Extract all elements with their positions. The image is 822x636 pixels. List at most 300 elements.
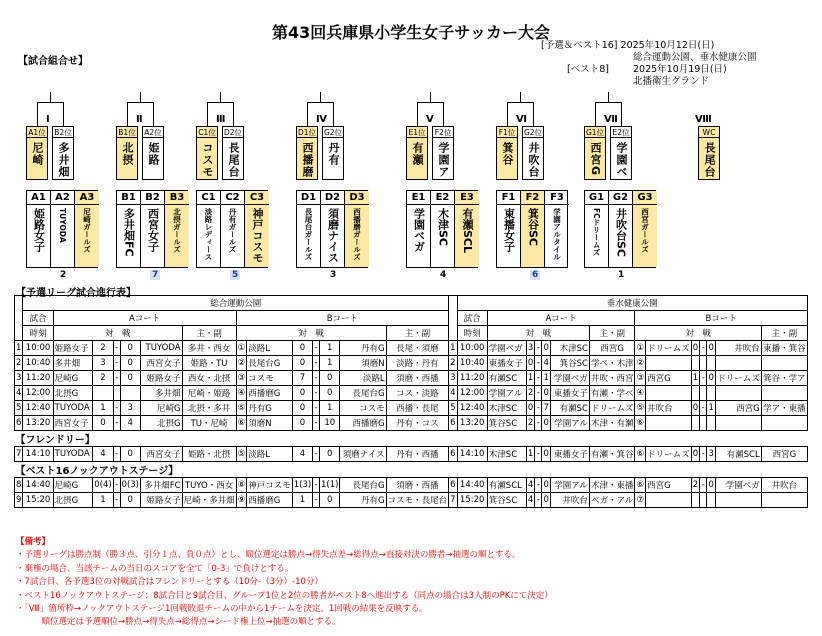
match-cell: 15:20 (457, 493, 487, 508)
group-team-cell (117, 191, 141, 267)
match-cell: 有瀬SCL (487, 478, 526, 493)
match-cell: - (535, 401, 542, 416)
match-cell: 0 (691, 447, 700, 462)
group-team-label: A3 (75, 191, 99, 205)
match-cell: 西宮G (646, 371, 692, 386)
group-team-label: A1 (27, 191, 50, 205)
ref-header: 主・副 (182, 326, 236, 341)
match-cell: 学園アル (551, 416, 590, 431)
match-cell: 0 (320, 493, 340, 508)
match-cell: 0 (292, 356, 312, 371)
group-team-cell (197, 191, 221, 267)
group-team-cell (545, 191, 569, 267)
group-team-cell (455, 191, 479, 267)
group-team-cell (221, 191, 245, 267)
match-cell: 1 (320, 401, 340, 416)
bracket-line (37, 102, 38, 126)
match-cell: 東播女子 (487, 356, 526, 371)
match-cell: 西宮G (716, 401, 762, 416)
match-cell: 学園アル (487, 386, 526, 401)
time-header: 時刻 (23, 326, 53, 341)
match-cell: 長尾・須磨 (386, 341, 449, 356)
group-team-label: D2 (321, 191, 344, 205)
bracket-slot-label: G2位 (323, 128, 343, 137)
bracket-slot-label: G1位 (585, 128, 605, 137)
group-box (496, 190, 568, 268)
bracket-roman-2: Ⅱ (136, 114, 143, 125)
match-cell: - (313, 416, 320, 431)
match-cell: 井吹台 (646, 401, 692, 416)
match-cell: 有瀬SC (551, 401, 590, 416)
group-team-name: 淡路レディース (204, 208, 213, 261)
group-seed-number: 2 (60, 270, 67, 280)
match-cell: 1 (292, 493, 312, 508)
match-cell: 学園アル (551, 478, 590, 493)
match-cell: - (535, 478, 542, 493)
match-cell: 0(3) (120, 478, 140, 493)
match-cell: ② (236, 356, 247, 371)
match-cell: 14:10 (23, 447, 53, 462)
match-cell: 箕谷SC (551, 356, 590, 371)
match-cell: 姫路女子 (140, 493, 182, 508)
match-cell: 1 (93, 401, 113, 416)
bracket-roman-3: Ⅲ (216, 114, 226, 125)
match-cell: 0 (292, 401, 312, 416)
group-team-name: 北摂ガールズ (172, 208, 182, 253)
group-team-label: E2 (431, 191, 454, 205)
match-cell: 木津SC (551, 341, 590, 356)
match-cell: 丹有G (340, 493, 386, 508)
match-cell: 北摂G (53, 386, 93, 401)
match-cell: ⑨ (236, 493, 247, 508)
match-cell: - (535, 356, 542, 371)
bracket-slot (116, 126, 138, 180)
bracket-line (153, 102, 154, 126)
bracket-team-name: 北摂 (121, 142, 134, 166)
match-cell: 0 (542, 341, 551, 356)
bracket-slot-label: C1位 (198, 128, 216, 137)
bracket-line (320, 92, 321, 102)
round1-date: 2025年10月12日(日) (620, 40, 715, 51)
match-cell: 0 (542, 493, 551, 508)
match-cell (761, 416, 807, 431)
match-cell: 西播磨G (340, 416, 386, 431)
bracket-team-name: 尼崎 (31, 142, 44, 166)
match-cell: 東播・箕谷 (761, 341, 807, 356)
match-cell: TUYODA (140, 341, 182, 356)
match-cell: 2 (691, 478, 700, 493)
match-cell: 0 (526, 356, 535, 371)
league-match-row (15, 341, 808, 356)
friendly-match-row (15, 447, 808, 462)
bracket-roman-5: Ⅴ (426, 114, 434, 125)
match-cell (691, 386, 700, 401)
group-team-label: E3 (455, 191, 479, 205)
match-cell: コスモ (247, 371, 293, 386)
group-team-label: G3 (633, 191, 657, 205)
notes-title: 【備考】 (16, 537, 51, 547)
match-header: 試合 (23, 311, 53, 326)
group-team-cell (497, 191, 521, 267)
group-team-label: B3 (165, 191, 189, 205)
match-cell (113, 386, 120, 401)
match-cell: - (700, 371, 707, 386)
bracket-team-name: 丹有 (327, 142, 340, 166)
group-team-name: 有瀬SCL (461, 208, 474, 254)
ref-header: 主・副 (761, 326, 807, 341)
match-cell: - (535, 493, 542, 508)
match-cell: - (313, 371, 320, 386)
match-cell: 5 (15, 401, 23, 416)
match-cell: ① (236, 341, 247, 356)
match-cell: 西宮女子 (140, 356, 182, 371)
match-cell: 11:20 (457, 371, 487, 386)
bracket-line (333, 102, 334, 126)
match-cell: 0 (320, 447, 340, 462)
group-team-name: 丹有ガールズ (228, 208, 237, 253)
match-cell: 多井畑 (140, 386, 182, 401)
match-cell: 3 (120, 401, 140, 416)
table-cell (15, 296, 23, 341)
section-title-cell: 【ベスト16ノックアウトステージ】 (15, 462, 808, 478)
match-cell: - (113, 341, 120, 356)
match-cell (646, 416, 692, 431)
match-cell: 12:40 (23, 401, 53, 416)
bracket-team-name: 多井畑 (57, 142, 70, 178)
match-cell: 須磨N (340, 356, 386, 371)
match-cell: 7 (292, 371, 312, 386)
group-team-cell (321, 191, 345, 267)
match-cell (691, 416, 700, 431)
bracket-line (430, 92, 431, 102)
match-cell (761, 386, 807, 401)
match-cell: 0 (707, 371, 716, 386)
match-cell: ③ (635, 371, 646, 386)
match-cell: 長尾台G (340, 478, 386, 493)
bracket-team-name: 長尾台 (227, 142, 240, 178)
match-cell (716, 416, 762, 431)
match-cell (716, 356, 762, 371)
group-team-label: B2 (141, 191, 164, 205)
match-cell: 4 (15, 386, 23, 401)
group-team-name: 井吹台SC (614, 208, 628, 257)
match-cell: 6 (449, 447, 457, 462)
bracket-line (417, 102, 444, 103)
notes-block (16, 536, 553, 630)
bracket-line (207, 102, 208, 126)
match-cell: 箕谷・学ア (761, 371, 807, 386)
schedule-info (541, 40, 757, 88)
match-cell: TUYO・西女 (182, 478, 236, 493)
match-cell: ① (635, 341, 646, 356)
match-cell: 2 (93, 341, 113, 356)
match-cell: 3 (449, 371, 457, 386)
group-team-cell (609, 191, 633, 267)
match-cell (700, 356, 707, 371)
match-cell: ⑤ (635, 401, 646, 416)
match-cell: - (113, 371, 120, 386)
bracket-line (307, 102, 308, 126)
match-cell: 7 (542, 401, 551, 416)
group-team-cell (245, 191, 269, 267)
match-cell (646, 493, 692, 508)
match-cell: 西播磨G (247, 493, 293, 508)
bracket-line (595, 102, 622, 103)
bracket-line (608, 92, 609, 102)
match-cell: 西宮G (761, 447, 807, 462)
match-cell: 多井畑FC (140, 478, 182, 493)
group-team-cell (51, 191, 75, 267)
match-cell: ドリームズ (589, 401, 635, 416)
match-cell: コス・淡路 (386, 386, 449, 401)
league-schedule-table (14, 295, 808, 508)
bracket-section-label: 【試合組合せ】 (18, 56, 88, 67)
match-cell: 11:20 (23, 371, 53, 386)
group-team-label: G2 (609, 191, 632, 205)
wildcard-slot (698, 126, 720, 180)
match-cell: 1 (526, 371, 535, 386)
bracket-line (621, 102, 622, 126)
bracket-roman-1: Ⅰ (46, 114, 50, 125)
match-cell: - (535, 447, 542, 462)
bracket-team-name: 学園ベ (615, 142, 628, 178)
match-cell: 姫路・北摂 (182, 447, 236, 462)
match-cell: 井吹・西宮 (589, 371, 635, 386)
venue-header: 垂水健康公園 (457, 296, 807, 311)
match-cell: 3 (15, 371, 23, 386)
group-team-cell (141, 191, 165, 267)
match-cell: ⑧ (236, 478, 247, 493)
group-box (26, 190, 98, 268)
match-cell: 井吹台 (551, 493, 590, 508)
match-cell: 長尾台G (340, 386, 386, 401)
match-cell: 0 (542, 447, 551, 462)
bracket-line (520, 92, 521, 102)
bracket-team-name: コスモ (201, 142, 214, 178)
group-team-cell (633, 191, 657, 267)
match-cell: 2 (526, 416, 535, 431)
match-cell: 1 (449, 341, 457, 356)
match-cell: 15:20 (23, 493, 53, 508)
vs-header: 対 戦 (635, 326, 761, 341)
group-team-name: 長尾台ガールズ (304, 208, 313, 261)
group-team-name: 神戸コスモ (251, 208, 264, 263)
round1-label: [予選＆ベスト16] (541, 40, 618, 51)
match-cell: - (313, 493, 320, 508)
group-team-label: D3 (345, 191, 369, 205)
group-team-label: C3 (245, 191, 269, 205)
bracket-slot-label: E1位 (408, 128, 426, 137)
match-cell: 木津SC (487, 401, 526, 416)
match-cell: - (700, 341, 707, 356)
match-cell: ② (635, 356, 646, 371)
match-cell: 4 (292, 447, 312, 462)
bracket-line (507, 102, 534, 103)
group-team-name: 東播女子 (502, 208, 516, 252)
bracket-line (220, 92, 221, 102)
match-cell: 北摂・多井 (182, 401, 236, 416)
bracket-roman-7: Ⅶ (604, 114, 618, 125)
match-cell: ドリームズ (646, 341, 692, 356)
match-cell: 学園ベガ (716, 478, 762, 493)
match-cell: 2 (526, 386, 535, 401)
match-cell: 6 (449, 478, 457, 493)
match-cell (707, 416, 716, 431)
match-cell: 1 (526, 447, 535, 462)
match-cell: - (313, 478, 320, 493)
match-cell: 13:20 (457, 416, 487, 431)
group-box (296, 190, 368, 268)
note-line: ・ベスト16ノックアウトステージ：8試合目と9試合目、グループ1位と2位の勝者がベスト8へ進出する（同点の場合は3人制のPKにて決定） (16, 590, 553, 601)
match-cell: 0 (542, 478, 551, 493)
match-cell: - (113, 493, 120, 508)
match-cell: 西播磨G (247, 386, 293, 401)
match-cell: 尼崎・姫路 (182, 386, 236, 401)
group-team-name: 木津SC (436, 208, 450, 246)
table-header-row (15, 326, 808, 341)
group-team-label: F2 (521, 191, 544, 205)
wildcard-team-name: 長尾台 (703, 142, 716, 178)
match-cell: 1 (320, 341, 340, 356)
match-cell: 1 (542, 371, 551, 386)
match-cell: 3 (707, 447, 716, 462)
match-cell: 西宮女子 (53, 416, 93, 431)
group-box (196, 190, 268, 268)
group-team-name: 尼崎ガールズ (82, 208, 92, 253)
match-cell: 10:40 (23, 356, 53, 371)
match-cell: 0 (542, 416, 551, 431)
match-cell: 丹有・コス (386, 416, 449, 431)
match-cell: ⑦ (635, 493, 646, 508)
group-team-cell (345, 191, 369, 267)
bracket-slot (406, 126, 428, 180)
match-cell: 4 (526, 493, 535, 508)
match-cell: 淡路L (247, 341, 293, 356)
group-team-label: D1 (297, 191, 320, 205)
note-line: ・棄権の場合、当該チームの当日のスコアを全て「0-3」で負けとする。 (16, 563, 294, 574)
match-cell: 有瀬・箕谷 (589, 447, 635, 462)
bracket-slot (142, 126, 164, 180)
match-cell: 0 (292, 386, 312, 401)
bracket-slot-label: D2位 (223, 128, 243, 137)
match-cell: 北摂G (140, 416, 182, 431)
match-cell: - (700, 401, 707, 416)
ref-header: 主・副 (386, 326, 449, 341)
match-cell: 13:20 (23, 416, 53, 431)
note-line: ・7試合目、各予選3位の対戦試合はフレンドリーとする（10分-（3分）-10分） (16, 577, 323, 588)
group-seed-number: 3 (330, 270, 337, 280)
match-cell: - (113, 356, 120, 371)
bracket-slot (52, 126, 74, 180)
match-cell: 7 (15, 447, 23, 462)
bracket-slot (432, 126, 454, 180)
venue-header: 総合運動公園 (23, 296, 449, 311)
group-team-label: E1 (407, 191, 430, 205)
bracket-slot (322, 126, 344, 180)
bracket-line (127, 102, 128, 126)
bracket-team-name: 井吹台 (527, 142, 540, 178)
round2-date: 2025年10月19日(日) (633, 64, 727, 75)
bracket-team-name: 有瀬 (411, 142, 424, 166)
note-line: ・予選リーグは勝点制（勝３点、引分１点、負０点）とし、順位選定は勝点→得失点差→総得点→直接対決の勝者→抽選の順とする。 (16, 550, 521, 561)
league-match-row (15, 371, 808, 386)
match-cell (93, 386, 113, 401)
bracket-line (533, 102, 534, 126)
bracket-slot (196, 126, 218, 180)
match-cell: 2 (93, 371, 113, 386)
match-cell: 尼崎G (140, 401, 182, 416)
round2-venue: 北播衛生グランド (633, 76, 710, 87)
match-cell: ④ (635, 386, 646, 401)
bracket-slot-label: A1位 (28, 128, 46, 137)
group-team-label: B1 (117, 191, 140, 205)
match-cell: 14:40 (23, 478, 53, 493)
match-cell: - (700, 478, 707, 493)
match-cell: コスモ・長尾台 (386, 493, 449, 508)
match-cell: 1(1) (320, 478, 340, 493)
note-line: ・「Ⅷ」箇所枠→ノックアウトステージ1回戦敗退チームの中から1チームを決定。1回戦の結果を反映する。 (16, 604, 428, 615)
match-cell: 10:00 (457, 341, 487, 356)
match-cell: 学園ベガ (487, 341, 526, 356)
match-cell: 井吹台 (761, 478, 807, 493)
bracket-slot (584, 126, 606, 180)
match-cell: 西宮女子 (140, 447, 182, 462)
match-cell: 1 (93, 493, 113, 508)
match-cell: ⑥ (236, 416, 247, 431)
match-cell: 0 (93, 416, 113, 431)
match-cell: 西女・北摂 (182, 371, 236, 386)
section-row (15, 431, 808, 447)
group-team-name: TUYODA (58, 208, 67, 243)
group-seed-number: 5 (232, 270, 239, 280)
match-cell: 2 (15, 356, 23, 371)
match-cell: 有瀬・学ベ (589, 386, 635, 401)
match-cell: 1(3) (292, 478, 312, 493)
bracket-roman-6: Ⅵ (516, 114, 527, 125)
match-cell: 14:10 (457, 447, 487, 462)
group-team-name: 須磨ナイス (326, 208, 340, 263)
section-row (15, 462, 808, 478)
match-cell: 0 (691, 341, 700, 356)
match-cell (646, 386, 692, 401)
match-cell: 12:00 (23, 386, 53, 401)
wildcard-slot-label: WC (699, 127, 719, 138)
league-match-row (15, 386, 808, 401)
bracket-line (417, 102, 418, 126)
match-cell: 10:40 (457, 356, 487, 371)
match-cell: 0 (292, 416, 312, 431)
group-box (584, 190, 656, 268)
note-line: 順位選定は予選順位→勝点→得失点→総得点→シード権上位→抽選の順とする。 (16, 617, 341, 628)
match-cell: 10 (320, 416, 340, 431)
match-cell: 9 (15, 493, 23, 508)
group-team-label: G1 (585, 191, 608, 205)
match-cell: ⑥ (635, 447, 646, 462)
table-header-row (15, 311, 808, 326)
match-cell: 学ア・東播 (761, 401, 807, 416)
match-cell: TUYODA (53, 401, 93, 416)
match-cell (120, 386, 140, 401)
match-cell: 淡路・丹有 (386, 356, 449, 371)
bracket-slot-label: B2位 (54, 128, 72, 137)
match-cell: - (113, 416, 120, 431)
match-cell: 8 (15, 478, 23, 493)
league-section-title: 【予選リーグ試合進行表】 (16, 288, 136, 299)
match-cell (707, 356, 716, 371)
group-team-name: FCドリームズ (592, 208, 601, 257)
vs-header: 対 戦 (236, 326, 386, 341)
match-cell: 長尾台G (247, 356, 293, 371)
